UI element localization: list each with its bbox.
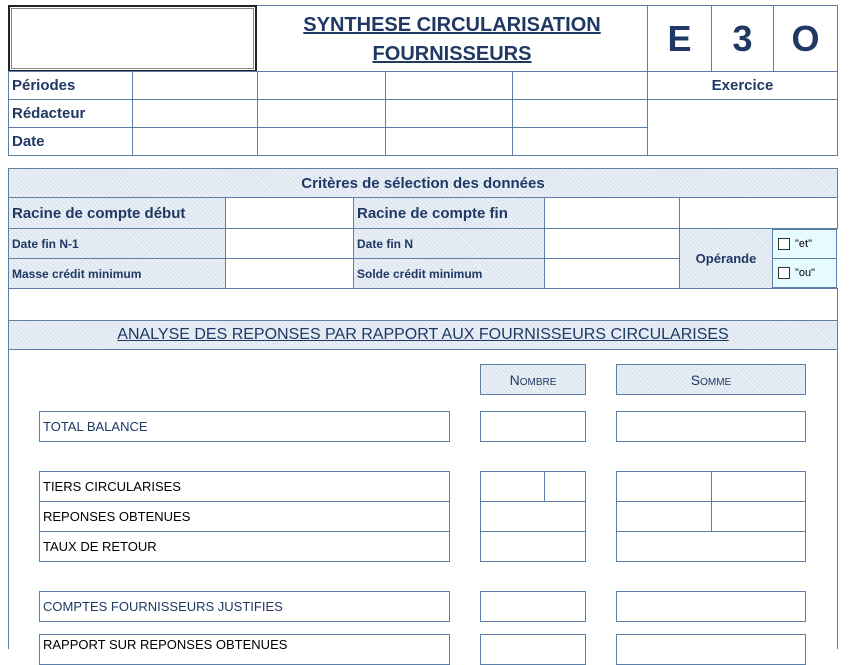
reponses-somme-b[interactable] xyxy=(711,501,806,532)
reponses-somme-a[interactable] xyxy=(616,501,712,532)
option-et-label: "et" xyxy=(795,238,812,250)
analysis-title-text: ANALYSE DES REPONSES PAR RAPPORT AUX FOURNISSEURS CIRCULARISES xyxy=(117,326,729,343)
header-title-box xyxy=(257,5,648,72)
option-et[interactable] xyxy=(772,229,837,259)
comptes-justifies-nombre[interactable] xyxy=(480,591,586,622)
taux-somme[interactable] xyxy=(616,531,806,562)
label-operande: Opérande xyxy=(679,228,773,289)
label-racine-debut: Racine de compte début xyxy=(8,197,226,229)
date-cell-4[interactable] xyxy=(512,127,648,156)
input-racine-debut[interactable] xyxy=(225,197,354,229)
row-rapport-reponses xyxy=(39,634,450,665)
total-balance-somme[interactable] xyxy=(616,411,806,442)
rapport-somme[interactable] xyxy=(616,634,806,665)
column-header-nombre: Nombre xyxy=(480,364,586,395)
header-logo-box[interactable] xyxy=(8,5,257,72)
date-cell-2[interactable] xyxy=(257,127,386,156)
row-comptes-justifies: COMPTES FOURNISSEURS JUSTIFIES xyxy=(39,591,450,622)
row-tiers-circularises: TIERS CIRCULARISES xyxy=(39,471,450,502)
spacer-row xyxy=(8,288,838,321)
label-masse-credit-min: Masse crédit minimum xyxy=(8,258,226,289)
row-label-redacteur: Rédacteur xyxy=(8,99,133,128)
tiers-nombre-a[interactable] xyxy=(480,471,545,502)
input-date-fin-n1[interactable] xyxy=(225,228,354,259)
redacteur-cell-2[interactable] xyxy=(257,99,386,128)
periodes-cell-1[interactable] xyxy=(132,71,258,100)
code-letter-1: E xyxy=(647,5,712,72)
criteria-blank-cell xyxy=(679,197,838,229)
code-letter-2: 3 xyxy=(711,5,774,72)
title-line2: FOURNISSEURS xyxy=(372,43,532,65)
tiers-somme-b[interactable] xyxy=(711,471,806,502)
tiers-somme-a[interactable] xyxy=(616,471,712,502)
title-line1: SYNTHESE CIRCULARISATION xyxy=(303,14,601,36)
input-solde-credit-min[interactable] xyxy=(544,258,680,289)
row-label-periodes: Périodes xyxy=(8,71,133,100)
periodes-cell-3[interactable] xyxy=(385,71,513,100)
total-balance-nombre[interactable] xyxy=(480,411,586,442)
exercice-label: Exercice xyxy=(647,71,838,100)
label-solde-credit-min: Solde crédit minimum xyxy=(353,258,545,289)
exercice-value[interactable] xyxy=(647,99,838,156)
periodes-cell-2[interactable] xyxy=(257,71,386,100)
option-ou-label: "ou" xyxy=(795,267,816,279)
analysis-title xyxy=(8,320,838,350)
redacteur-cell-1[interactable] xyxy=(132,99,258,128)
criteria-title: Critères de sélection des données xyxy=(8,168,838,198)
row-total-balance: TOTAL BALANCE xyxy=(39,411,450,442)
redacteur-cell-4[interactable] xyxy=(512,99,648,128)
row-label-date: Date xyxy=(8,127,133,156)
periodes-cell-4[interactable] xyxy=(512,71,648,100)
row-taux-de-retour: TAUX DE RETOUR xyxy=(39,531,450,562)
input-date-fin-n[interactable] xyxy=(544,228,680,259)
taux-nombre[interactable] xyxy=(480,531,586,562)
label-date-fin-n: Date fin N xyxy=(353,228,545,259)
tiers-nombre-b[interactable] xyxy=(544,471,586,502)
option-ou[interactable] xyxy=(772,258,837,288)
label-racine-fin: Racine de compte fin xyxy=(353,197,545,229)
rapport-nombre[interactable] xyxy=(480,634,586,665)
date-cell-3[interactable] xyxy=(385,127,513,156)
comptes-justifies-somme[interactable] xyxy=(616,591,806,622)
row-reponses-obtenues: REPONSES OBTENUES xyxy=(39,501,450,532)
rapport-reponses-label: RAPPORT SUR REPONSES OBTENUES xyxy=(43,637,288,652)
code-letter-3: O xyxy=(773,5,838,72)
label-date-fin-n1: Date fin N-1 xyxy=(8,228,226,259)
column-header-somme: Somme xyxy=(616,364,806,395)
input-racine-fin[interactable] xyxy=(544,197,680,229)
redacteur-cell-3[interactable] xyxy=(385,99,513,128)
reponses-nombre[interactable] xyxy=(480,501,586,532)
checkbox-ou[interactable] xyxy=(778,267,790,279)
checkbox-et[interactable] xyxy=(778,238,790,250)
input-masse-credit-min[interactable] xyxy=(225,258,354,289)
date-cell-1[interactable] xyxy=(132,127,258,156)
